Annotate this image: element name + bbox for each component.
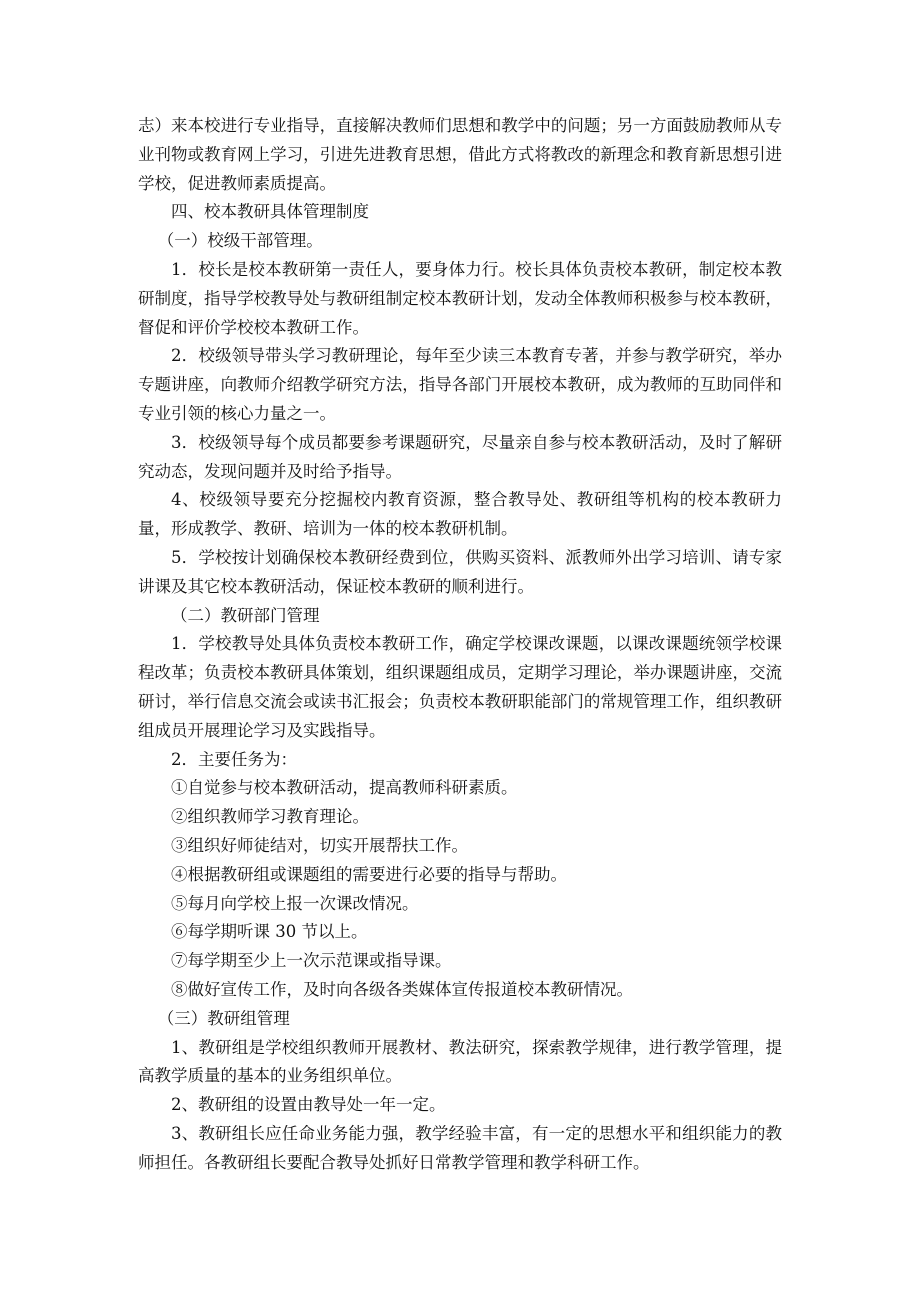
paragraph-leader-item-1: 1．校长是校本教研第一责任人，要身体力行。校长具体负责校本教研，制定校本教研制度，指导学校教导处与教研组制定校本教研计划，发动全体教师积极参与校本教研，督促和评价学校校本教研工作。 [138, 259, 782, 337]
list-item-task-2: ②组织教师学习教育理论。 [171, 807, 369, 827]
list-item-task-4: ④根据教研组或课题组的需要进行必要的指导与帮助。 [171, 864, 567, 884]
paragraph-leader-item-5: 5．学校按计划确保校本教研经费到位，供购买资料、派教师外出学习培训、请专家讲课及其它校本教研活动，保证校本教研的顺利进行。 [138, 547, 782, 596]
paragraph-department-item-2: 2．主要任务为： [171, 749, 297, 769]
paragraph-department-item-1: 1．学校教导处具体负责校本教研工作，确定学校课改课题，以课改课题统领学校课程改革；负责校本教研具体策划，组织课题组成员，定期学习理论，举办课题讲座，交流研讨，举行信息交流会或读书汇报会；负责校本教研职能部门的常规管理工作，组织教研组成员开展理论学习及实践指导。 [138, 634, 782, 740]
list-item-task-6: ⑥每学期听课 30 节以上。 [171, 922, 368, 942]
paragraph-leader-item-3: 3．校级领导每个成员都要参考课题研究，尽量亲自参与校本教研活动，及时了解研究动态，发现问题并及时给予指导。 [138, 432, 782, 481]
list-item-task-7: ⑦每学期至少上一次示范课或指导课。 [171, 951, 452, 971]
subheading-research-group: （三）教研组管理 [157, 1008, 290, 1028]
paragraph-group-item-1: 1、教研组是学校组织教师开展教材、教法研究，探索教学规律，进行教学管理，提高教学质量的基本的业务组织单位。 [138, 1037, 782, 1086]
list-item-task-8: ⑧做好宣传工作，及时向各级各类媒体宣传报道校本教研情况。 [171, 979, 633, 999]
paragraph-group-item-3: 3、教研组长应任命业务能力强，教学经验丰富，有一定的思想水平和组织能力的教师担任。各教研组长要配合教导处抓好日常教学管理和教学科研工作。 [138, 1123, 782, 1172]
list-item-task-5: ⑤每月向学校上报一次课改情况。 [171, 893, 419, 913]
paragraph-intro-continuation: 志）来本校进行专业指导，直接解决教师们思想和教学中的问题；另一方面鼓励教师从专业刊物或教育网上学习，引进先进教育思想，借此方式将教改的新理念和教育新思想引进学校，促进教师素质提高。 [138, 116, 782, 193]
list-item-task-3: ③组织好师徒结对，切实开展帮扶工作。 [171, 835, 468, 855]
subheading-research-department: （二）教研部门管理 [171, 605, 320, 625]
list-item-task-1: ①自觉参与校本教研活动，提高教师科研素质。 [171, 778, 518, 798]
section-heading-management-rules: 四、校本教研具体管理制度 [171, 202, 369, 222]
paragraph-group-item-2: 2、教研组的设置由教导处一年一定。 [171, 1095, 446, 1115]
document-body [138, 112, 782, 1177]
paragraph-leader-item-4: 4、校级领导要充分挖掘校内教育资源，整合教导处、教研组等机构的校本教研力量，形成教学、教研、培训为一体的校本教研机制。 [138, 490, 782, 539]
subheading-school-leaders: （一）校级干部管理。 [157, 231, 323, 251]
paragraph-leader-item-2: 2．校级领导带头学习教研理论，每年至少读三本教育专著，并参与教学研究，举办专题讲座，向教师介绍教学研究方法，指导各部门开展校本教研，成为教师的互助同伴和专业引领的核心力量之一。 [138, 346, 782, 423]
